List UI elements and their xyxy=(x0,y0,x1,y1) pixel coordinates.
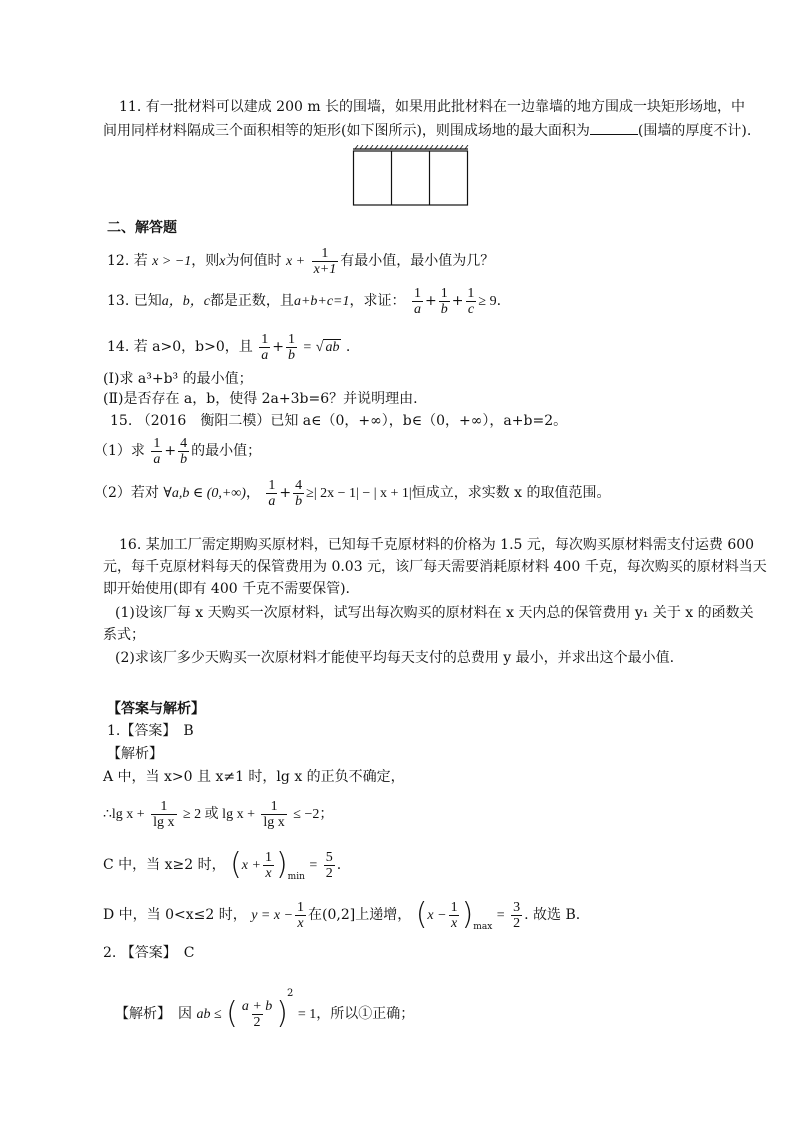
c-text: C 中，当 x≥2 时， xyxy=(103,857,226,873)
q16-line5: 系式； xyxy=(103,627,145,643)
q13-d3: c xyxy=(467,301,475,317)
answer-blank xyxy=(590,122,638,135)
q15-d2: b xyxy=(180,451,188,467)
q13-n2: 1 xyxy=(440,285,448,301)
q13-frac-c xyxy=(465,286,476,317)
d-result xyxy=(511,900,522,931)
q12-text-b: ，则 xyxy=(191,253,220,269)
a2-frac-num: a + b xyxy=(241,998,273,1014)
q15-d1b: a xyxy=(268,493,276,509)
a2-ab: ab ≤ xyxy=(196,1007,222,1022)
q12-var: x xyxy=(219,254,226,269)
a2-square: 2 xyxy=(286,988,294,999)
c-result-den: 2 xyxy=(325,865,333,881)
a1-frac-b-num: 1 xyxy=(270,798,278,814)
answer-1-line2 xyxy=(103,796,333,833)
d-eq: = xyxy=(496,908,505,923)
q14-n2: 1 xyxy=(287,331,295,347)
c-result xyxy=(324,850,335,881)
answer-2: 2. 【答案】 C xyxy=(103,945,195,961)
c-min: min xyxy=(287,872,305,882)
d-max: max xyxy=(473,922,493,932)
a2-frac-den: 2 xyxy=(253,1014,261,1030)
q15-p1-text: （1）求 xyxy=(94,443,145,459)
answer-1-c xyxy=(103,845,341,897)
q12-den: x+1 xyxy=(313,261,337,277)
q14-n1: 1 xyxy=(261,331,269,347)
q15-n1: 1 xyxy=(153,435,161,451)
a1-frac-a-num: 1 xyxy=(160,798,168,814)
a1-expr-c: ≤ −2 xyxy=(293,807,320,822)
a1-expr-a: ∴lg x + xyxy=(103,807,145,822)
q13-d2: b xyxy=(440,301,448,317)
right-paren-icon: ) xyxy=(276,996,288,1031)
q15-part2: （2）若对 ∀a,b ∈ (0,+∞)， $\frac{1}{a}$ + $\frac{4}{b}$ ≥| 2x − 1| − | x + 1|恒成立，求实数 x 的取值范围。 xyxy=(94,477,611,509)
q13-frac-a xyxy=(412,286,423,317)
d-frac-den: x xyxy=(297,915,304,931)
enclosure-figure xyxy=(352,145,469,206)
q13-tail: ≥ 9 xyxy=(478,294,497,309)
q15-n1b: 1 xyxy=(268,477,276,493)
q15-n2b: 4 xyxy=(295,477,303,493)
q13: 13. 已知a，b，c都是正数，且a+b+c=1，求证： $\frac{1}{a}$ + $\frac{1}{b}$ + $\frac{1}{c}$ ≥ 9. xyxy=(107,285,502,317)
q14: 14. 若 a>0，b>0，且 $\frac{1}{a}$ + $\frac{1}{b}$ = √ ab . xyxy=(107,331,351,363)
a2-end: ，所以①正确； xyxy=(316,1006,415,1022)
q16-line2: 元，每千克原材料每天的保管费用为 0.03 元，该厂每天需要消耗原材料 400 千克，每次购买的原材料当天 xyxy=(103,559,767,575)
q11-line2-tail: (围墙的厚度不计). xyxy=(637,123,752,139)
d-result-den: 2 xyxy=(513,915,521,931)
q15-forall: ∀a,b ∈ (0,+∞) xyxy=(163,486,246,501)
q16-line4: (1)设该厂每 x 天购买一次原材料，试写出每次购买的原材料在 x 天内总的保管费用 y₁ 关于 x 的函数关 xyxy=(115,605,754,621)
q11-line2-text: 间用同样材料隔成三个面积相等的矩形(如下图所示)，则围成场地的最大面积为 xyxy=(103,123,590,139)
answer-1: 1.【答案】 B xyxy=(107,723,194,739)
q14-d1: a xyxy=(261,347,269,363)
a1-frac-a-den: lg x xyxy=(153,814,175,830)
q12-text-d: 有最小值，最小值为几？ xyxy=(340,253,495,269)
q15-head: 15. （2016 衡阳二模）已知 a∈（0，+∞），b∈（0，+∞），a+b=2。 xyxy=(110,413,568,429)
d-frac xyxy=(295,900,306,931)
q15-p2-text: （2）若对 xyxy=(94,485,159,501)
d-frac2-num: 1 xyxy=(450,899,458,915)
answer-2-jiexi xyxy=(115,972,414,1037)
q15-p1-tail: 的最小值； xyxy=(191,443,262,459)
a1-expr-b: ≥ 2 或 lg x + xyxy=(183,807,255,822)
d-text: D 中，当 0<x≤2 时， xyxy=(103,907,247,923)
c-expr: x + xyxy=(241,858,261,873)
q16-line6: (2)求该厂多少天购买一次原材料才能使平均每天支付的总费用 y 最小，并求出这个最小值. xyxy=(115,650,675,666)
d-expr: x − xyxy=(427,908,447,923)
right-paren-icon: ) xyxy=(275,847,288,882)
q16-line3: 即开始使用(即有 400 千克不需要保管). xyxy=(103,581,350,597)
answer-1-line1: A 中，当 x>0 且 x≠1 时，lg x 的正负不确定， xyxy=(103,769,405,785)
answer-1-jiexi: 【解析】 xyxy=(107,746,163,762)
q13-end: . xyxy=(496,293,502,309)
q14-end: . xyxy=(345,339,351,355)
q15-d1: a xyxy=(153,451,161,467)
c-frac xyxy=(263,850,274,881)
q14-frac-a xyxy=(259,332,270,363)
q14-d2: b xyxy=(287,347,295,363)
enclosure-diagram xyxy=(352,145,469,206)
q14-radicand: ab xyxy=(325,340,340,355)
d-mono: 在(0,2]上递增， xyxy=(308,907,412,923)
left-paren-icon: ( xyxy=(230,847,242,882)
sqrt-icon: √ xyxy=(315,340,324,355)
a1-frac-a xyxy=(151,799,176,830)
a1-frac-b-den: lg x xyxy=(263,814,285,830)
q12-num: 1 xyxy=(321,245,329,261)
q12-cond: x > −1 xyxy=(152,254,192,269)
q13-cond: a+b+c=1 xyxy=(293,294,350,309)
c-eq: = xyxy=(309,858,318,873)
a2-text: 【解析】 因 xyxy=(115,1006,192,1022)
answers-title: 【答案与解析】 xyxy=(107,701,205,717)
q13-text-c: ，求证： xyxy=(349,293,406,309)
q15-frac-b xyxy=(178,436,189,467)
left-paren-icon: ( xyxy=(415,897,428,932)
q12-fraction xyxy=(312,246,339,277)
left-paren-icon: ( xyxy=(226,996,238,1031)
q12-text-c: 为何值时 xyxy=(225,253,282,269)
q13-frac-b xyxy=(439,286,450,317)
d-frac2 xyxy=(449,900,460,931)
q14-eq: = xyxy=(303,340,312,355)
q15-ineq: ≥| 2x − 1| − | x + 1| xyxy=(306,486,412,501)
q16-line1: 16. 某加工厂需定期购买原材料，已知每千克原材料的价格为 1.5 元，每次购买原材料需支付运费 600 xyxy=(119,537,755,553)
q15-frac-d xyxy=(293,478,304,509)
d-end: . 故选 B. xyxy=(524,907,581,923)
q15-p2-comma: ， xyxy=(245,485,260,501)
q14-part2: (Ⅱ)是否存在 a，b，使得 2a+3b=6？并说明理由. xyxy=(103,391,418,407)
q13-text-a: 13. 已知 xyxy=(107,293,162,309)
c-frac-den: x xyxy=(265,865,272,881)
q12-expr: x + xyxy=(285,254,306,269)
q13-text-b: 都是正数，且 xyxy=(209,293,294,309)
c-result-num: 5 xyxy=(325,849,333,865)
q14-text-a: 14. 若 a>0，b>0，且 xyxy=(107,339,253,355)
q12 xyxy=(107,244,494,279)
a1-frac-b xyxy=(261,799,286,830)
q15-p2-tail: 恒成立，求实数 x 的取值范围。 xyxy=(411,485,611,501)
q13-n3: 1 xyxy=(467,285,475,301)
answer-1-d xyxy=(103,895,580,947)
q15-part1: （1）求 $\frac{1}{a}$ + $\frac{4}{b}$ 的最小值； xyxy=(94,435,262,467)
q12-text-a: 12. 若 xyxy=(107,253,148,269)
d-frac2-den: x xyxy=(450,915,458,931)
right-paren-icon: ) xyxy=(461,897,474,932)
q11-line1: 11. 有一批材料可以建成 200 m 长的围墙，如果用此批材料在一边靠墙的地方围成一块矩形场地，中 xyxy=(119,99,746,115)
q15-n2: 4 xyxy=(180,435,188,451)
q13-n1: 1 xyxy=(413,285,421,301)
c-frac-num: 1 xyxy=(264,849,272,865)
d-frac-num: 1 xyxy=(297,899,305,915)
a1-expr-d: ； xyxy=(319,806,334,822)
q13-d1: a xyxy=(413,301,421,317)
q15-frac-c xyxy=(266,478,277,509)
a2-frac xyxy=(240,999,274,1030)
q15-frac-a xyxy=(151,436,162,467)
section-heading: 二、解答题 xyxy=(107,220,177,236)
d-result-num: 3 xyxy=(513,899,521,915)
q11-line2 xyxy=(103,122,751,140)
q14-part1: (Ⅰ)求 a³+b³ 的最小值； xyxy=(103,371,253,387)
a2-eq: = 1 xyxy=(297,1007,317,1022)
q14-frac-b xyxy=(286,332,297,363)
q13-vars: a，b，c xyxy=(161,294,210,309)
q15-d2b: b xyxy=(295,493,303,509)
d-func: y = x − xyxy=(251,908,294,923)
c-end: . xyxy=(336,857,342,873)
